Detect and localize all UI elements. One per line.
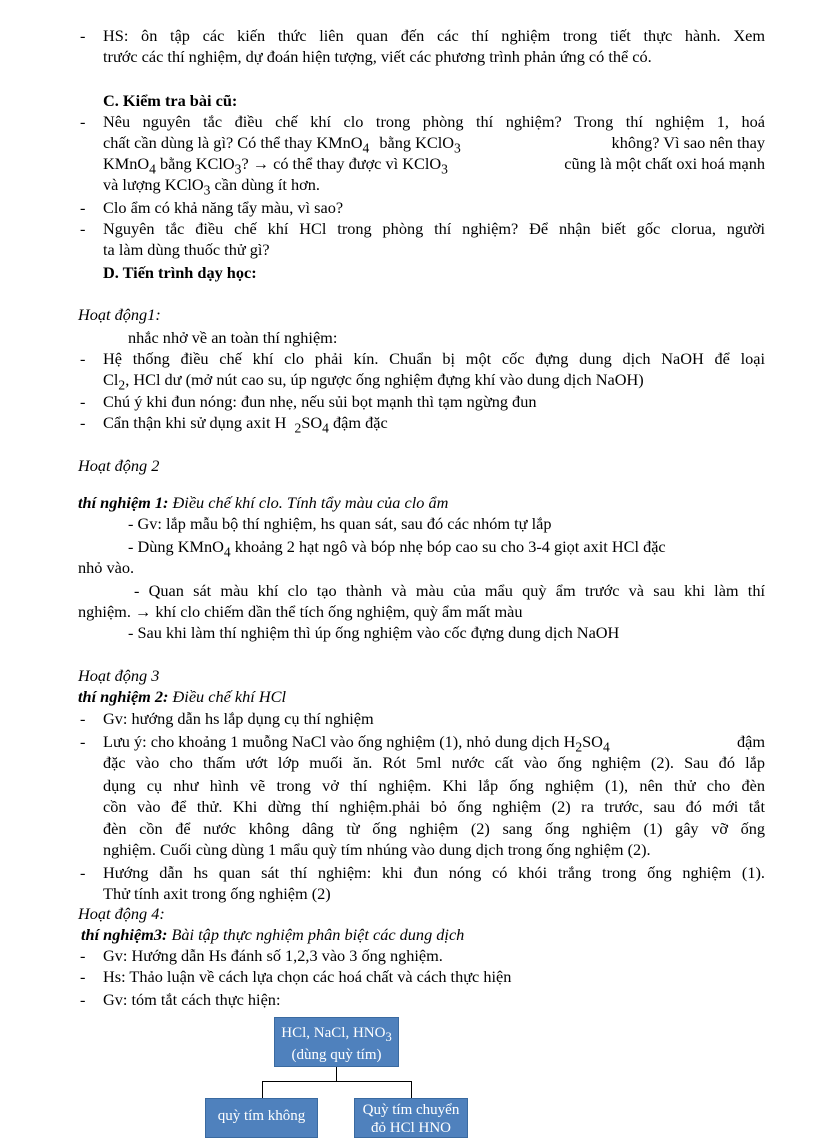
text-line: - Quan sát màu khí clo tạo thành và màu của mẩu quỳ ẩm trước và sau khi làm thí — [134, 581, 765, 600]
diagram-connector — [262, 1081, 263, 1098]
activity-heading: Hoạt động1: — [78, 305, 161, 324]
arrow-icon: → — [252, 154, 270, 173]
bullet: - — [80, 967, 86, 986]
activity-heading: Hoạt động 3 — [78, 666, 160, 685]
experiment-heading: thí nghiệm 2: Điều chế khí HCl — [78, 687, 287, 706]
bullet: - — [80, 219, 86, 238]
bullet: - — [80, 863, 86, 882]
experiment-heading: thí nghiệm3: Bài tập thực nghiệm phân biệt các dung dịch — [81, 925, 465, 944]
text-line: Hướng dẫn hs quan sát thí nghiệm: khi đun nóng có khói trắng trong ống nghiệm (1). — [103, 863, 765, 882]
arrow-icon: → — [134, 602, 152, 621]
bullet: - — [80, 26, 86, 45]
text-line: Gv: tóm tắt cách thực hiện: — [103, 990, 281, 1009]
text-line: nhỏ vào. — [78, 558, 135, 577]
text-line: - Gv: lắp mẫu bộ thí nghiệm, hs quan sát, sau đó các nhóm tự lắp — [128, 514, 552, 533]
text-line: đèn cồn để nước không dâng từ ống nghiệm (2) sang ống nghiệm (1) gây vỡ ống — [103, 819, 765, 838]
text-line: nghiệm. Cuối cùng dùng 1 mẩu quỳ tím nhúng vào dung dịch trong ống nghiệm (2). — [103, 840, 651, 859]
diagram-right-box: Quỳ tím chuyển đỏ HCl HNO — [354, 1098, 468, 1138]
bullet: - — [80, 413, 86, 432]
text-line: - Dùng KMnO$_4$ khoảng 2 hạt ngô và bóp nhẹ bóp cao su cho 3-4 giọt axit HCl đặc — [128, 537, 666, 560]
section-heading-c: C. Kiểm tra bài cũ: — [103, 91, 238, 110]
experiment-heading: thí nghiệm 1: Điều chế khí clo. Tính tẩy màu của clo ẩm — [78, 493, 449, 512]
text-line: trước các thí nghiệm, dự đoán hiện tượng, viết các phương trình phản ứng có thể có. — [103, 47, 652, 66]
text-line: cồn vào để thử. Khi dừng thí nghiệm.phải bỏ ống nghiệm (2) ra trước, sau đó mới tắt — [103, 797, 765, 816]
text-line: Nguyên tắc điều chế khí HCl trong phòng thí nghiệm? Để nhận biết gốc clorua, người — [103, 219, 765, 238]
text-line: Hs: Thảo luận về cách lựa chọn các hoá chất và cách thực hiện — [103, 967, 512, 986]
diagram-connector — [411, 1081, 412, 1098]
text-line: Chú ý khi đun nóng: đun nhẹ, nếu sủi bọt mạnh thì tạm ngừng đun — [103, 392, 537, 411]
text-line: Gv: hướng dẫn hs lắp dụng cụ thí nghiệm — [103, 709, 374, 728]
diagram-top-box: HCl, NaCl, $HNO_3$ (dùng quỳ tím) — [274, 1017, 399, 1067]
text-line: ta làm dùng thuốc thử gì? — [103, 240, 270, 259]
text-line: và lượng KClO$_3$ cần dùng ít hơn. — [103, 175, 320, 198]
bullet: - — [80, 392, 86, 411]
text-line: $Cl_2$, HCl dư (mở nút cao su, úp ngược ống nghiệm đựng khí vào dung dịch NaOH) — [103, 370, 644, 393]
bullet: - — [80, 349, 86, 368]
text-line: nhắc nhở về an toàn thí nghiệm: — [128, 328, 338, 347]
activity-heading: Hoạt động 2 — [78, 456, 160, 475]
section-heading-d: D. Tiến trình dạy học: — [103, 263, 257, 282]
text-line: Gv: Hướng dẫn Hs đánh số 1,2,3 vào 3 ống nghiệm. — [103, 946, 443, 965]
bullet: - — [80, 112, 86, 131]
bullet: - — [80, 709, 86, 728]
diagram-left-box: quỳ tím không — [205, 1098, 318, 1138]
text-line: chất cần dùng là gì? Có thể thay KMnO$_4$ bằng KClO$_3$ không? Vì sao nên thay — [103, 133, 765, 156]
text-line: HS: ôn tập các kiến thức liên quan đến các thí nghiệm trong tiết thực hành. Xem — [103, 26, 765, 45]
activity-heading: Hoạt động 4: — [78, 904, 165, 923]
bullet: - — [80, 732, 86, 751]
text-line: nghiệm. → khí clo chiếm dần thể tích ống nghiệm, quỳ ẩm mất màu — [78, 602, 523, 621]
text-line: Thử tính axit trong ống nghiệm (2) — [103, 884, 331, 903]
text-line: KMnO$_4$ bằng KClO$_3$? → có thể thay được vì KClO$_3$ cũng là một chất oxi hoá mạnh — [103, 154, 765, 177]
diagram-connector — [262, 1081, 412, 1082]
text-line: đặc vào cho thấm ướt lớp muối ăn. Rót 5ml nước cất vào ống nghiệm (2). Sau đó lắp — [103, 753, 765, 772]
bullet: - — [80, 946, 86, 965]
text-line: - Sau khi làm thí nghiệm thì úp ống nghiệm vào cốc đựng dung dịch NaOH — [128, 623, 620, 642]
text-line: Hệ thống điều chế khí clo phải kín. Chuẩn bị một cốc đựng dung dịch NaOH để loại — [103, 349, 765, 368]
text-line: Lưu ý: cho khoảng 1 muỗng NaCl vào ống nghiệm (1), nhỏ dung dịch $H_2SO_4$ đậm — [103, 732, 765, 755]
text-line: Clo ẩm có khả năng tẩy màu, vì sao? — [103, 198, 344, 217]
text-line: dụng cụ như hình vẽ trong vở thí nghiệm. Khi lắp ống nghiệm (1), nên thử cho đèn — [103, 776, 765, 795]
bullet: - — [80, 990, 86, 1009]
bullet: - — [80, 198, 86, 217]
text-line: Cẩn thận khi sử dụng axit H $_2SO_4$ đậm đặc — [103, 413, 388, 436]
diagram-connector — [336, 1067, 337, 1081]
text-line: Nêu nguyên tắc điều chế khí clo trong phòng thí nghiệm? Trong thí nghiệm 1, hoá — [103, 112, 765, 131]
